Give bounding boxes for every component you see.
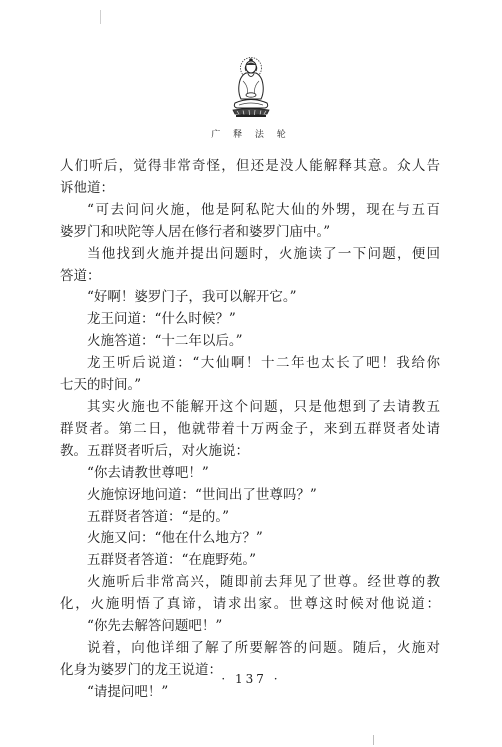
text-line: 七天的时间。” [60, 377, 142, 394]
text-line: 五群贤者答道：“在鹿野苑。” [87, 552, 257, 569]
scan-artifact-line [373, 735, 374, 745]
seated-buddha-icon [229, 55, 273, 119]
text-line: 婆罗门和吠陀等人居在修行者和婆罗门庙中。” [60, 223, 331, 240]
text-line: 五群贤者答道：“是的。” [87, 508, 230, 525]
text-line: 当他找到火施并提出问题时，火施读了一下问题，便回 [87, 245, 440, 262]
text-line: 诉他道： [60, 179, 114, 196]
page-header [0, 55, 502, 145]
text-line: 其实火施也不能解开这个问题，只是他想到了去请教五 [87, 398, 440, 415]
scan-artifact-line [100, 10, 101, 24]
text-line: 群贤者。第二日，他就带着十万两金子，来到五群贤者处请 [60, 420, 440, 437]
text-line: 化身为婆罗门的龙王说道： [60, 661, 222, 678]
text-line: 火施又问：“他在什么地方？” [87, 530, 263, 547]
text-line: “好啊！婆罗门子，我可以解开它。” [87, 289, 297, 306]
text-line: 龙王听后说道：“大仙啊！十二年也太长了吧！我给你 [87, 355, 440, 372]
text-line: 火施答道：“十二年以后。” [87, 333, 243, 350]
text-line: 说着，向他详细了解了所要解答的问题。随后，火施对 [87, 639, 440, 656]
text-line: “可去问问火施，他是阿私陀大仙的外甥，现在与五百 [87, 201, 440, 218]
text-line: 教。五群贤者听后，对火施说： [60, 442, 249, 459]
text-line: “请提问吧！” [87, 683, 169, 700]
text-line: 化，火施明悟了真谛，请求出家。世尊这时候对他说道： [60, 596, 440, 613]
text-line: 人们听后，觉得非常奇怪，但还是没人能解释其意。众人告 [60, 158, 440, 174]
body-text [60, 156, 440, 704]
text-line: 火施听后非常高兴，随即前去拜见了世尊。经世尊的教 [87, 574, 440, 591]
text-line: “你先去解答问题吧！” [87, 618, 223, 635]
text-line: 答道： [60, 267, 101, 284]
text-line: “你去请教世尊吧！” [87, 464, 209, 481]
text-line: 火施惊讶地问道：“世间出了世尊吗？” [87, 486, 317, 503]
text-line: 龙王问道：“什么时候？” [87, 311, 236, 328]
header-caption: 广 释 法 轮 [211, 130, 291, 140]
page-number: · 137 · [221, 672, 281, 686]
